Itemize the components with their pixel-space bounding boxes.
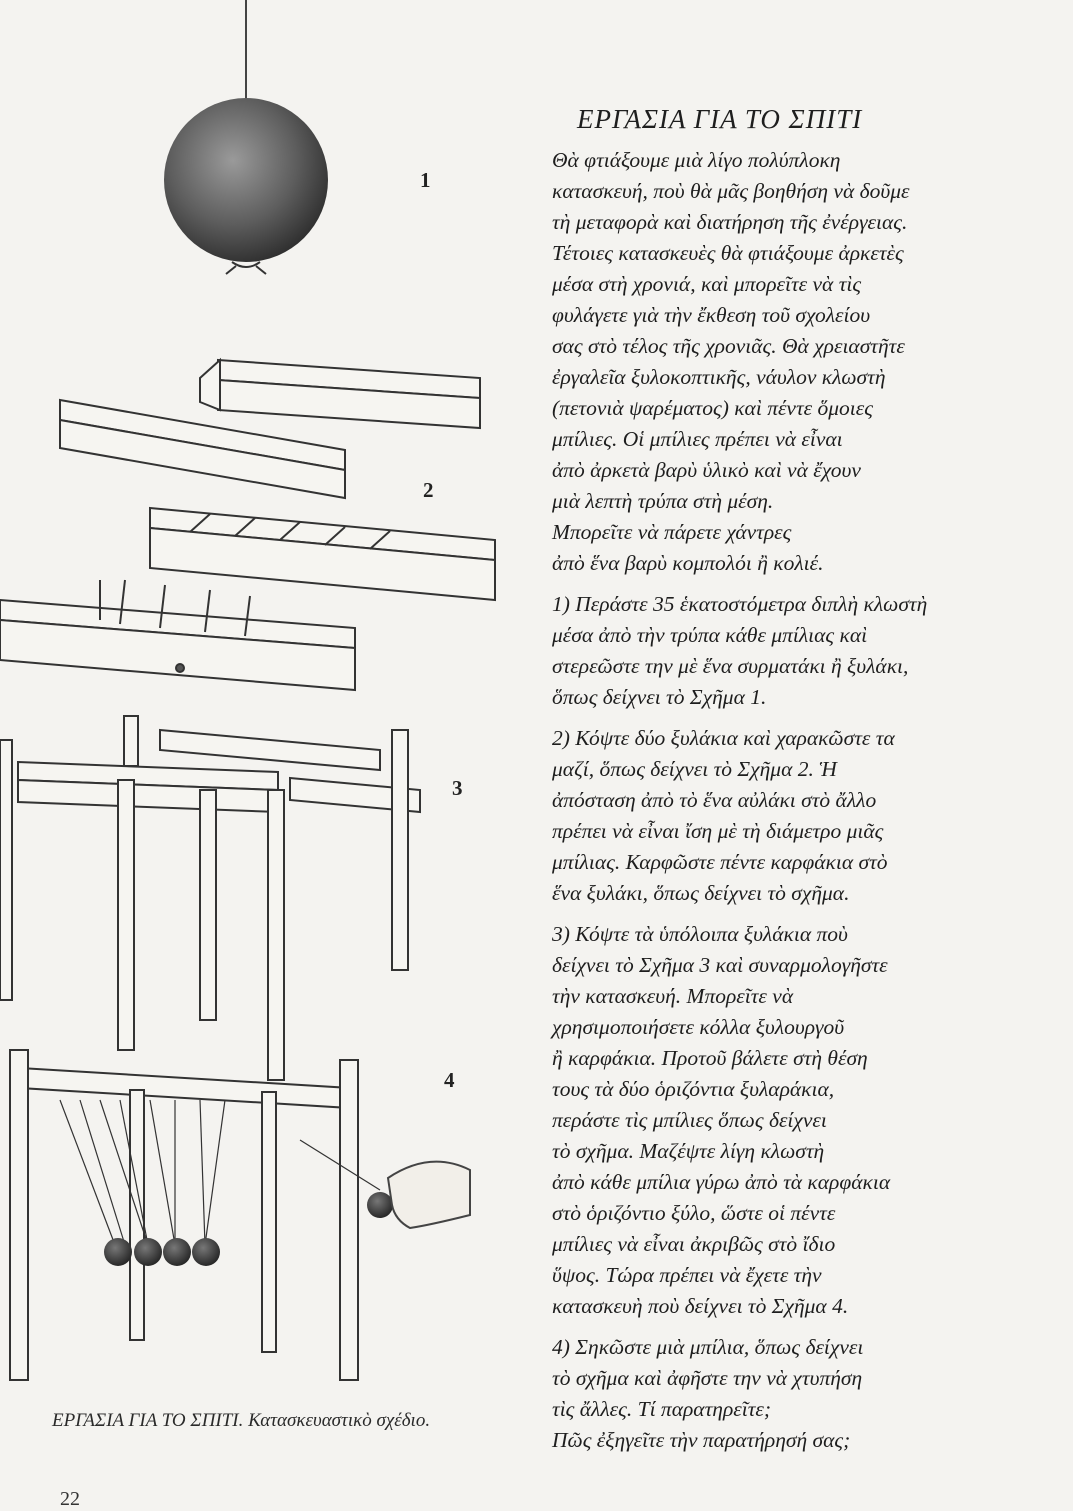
paragraph-2: [552, 589, 1052, 713]
text-line: μαζί, ὅπως δείχνει τὸ Σχῆμα 2. Ἡ: [552, 757, 837, 781]
figure-label-2: 2: [423, 478, 434, 502]
figure-1-ball: [164, 0, 328, 274]
text-line: Πῶς ἐξηγεῖτε τὴν παρατήρησή σας;: [552, 1428, 851, 1452]
text-line: ἐργαλεῖα ξυλοκοπτικῆς, νάυλον κλωστὴ: [552, 365, 886, 389]
text-line: μπίλιες νὰ εἶναι ἀκριβῶς στὸ ἴδιο: [552, 1232, 836, 1256]
paragraph-4: [552, 919, 1052, 1322]
section-title: ΕΡΓΑΣΙΑ ΓΙΑ ΤΟ ΣΠΙΤΙ: [577, 104, 863, 134]
text-line: κατασκευὴ ποὺ δείχνει τὸ Σχῆμα 4.: [552, 1294, 849, 1318]
text-line: 3) Κόψτε τὰ ὑπόλοιπα ξυλάκια ποὺ: [552, 922, 848, 946]
text-line: κατασκευή, ποὺ θὰ μᾶς βοηθήση νὰ δοῦμε: [552, 179, 910, 203]
paragraph-1: [552, 145, 1052, 579]
text-line: μπίλιας. Καρφῶστε πέντε καρφάκια στὸ: [552, 850, 888, 874]
figure-label-1: 1: [420, 168, 431, 192]
text-line: ἀπὸ ἀρκετὰ βαρὺ ὑλικὸ καὶ νὰ ἔχουν: [552, 458, 861, 482]
text-line: Τέτοιες κατασκευὲς θὰ φτιάξουμε ἀρκετὲς: [552, 241, 904, 265]
text-line: περάστε τὶς μπίλιες ὅπως δείχνει: [552, 1108, 827, 1132]
text-line: Μπορεῖτε νὰ πάρετε χάντρες: [552, 520, 792, 544]
text-column: [552, 104, 1052, 1466]
text-line: φυλάγετε γιὰ τὴν ἔκθεση τοῦ σχολείου: [552, 303, 871, 327]
text-line: ἢ καρφάκια. Προτοῦ βάλετε στὴ θέση: [552, 1046, 868, 1070]
text-line: μέσα στὴ χρονιά, καὶ μπορεῖτε νὰ τὶς: [552, 272, 862, 296]
figure-caption: ΕΡΓΑΣΙΑ ΓΙΑ ΤΟ ΣΠΙΤΙ. Κατασκευαστικὸ σχέδιο.: [52, 1410, 431, 1431]
text-line: ἀπόσταση ἀπὸ τὸ ἕνα αὐλάκι στὸ ἄλλο: [552, 788, 877, 812]
text-line: 1) Περάστε 35 ἑκατοστόμετρα διπλὴ κλωστὴ: [552, 592, 928, 616]
construction-illustration: [0, 0, 540, 1390]
text-line: δείχνει τὸ Σχῆμα 3 καὶ συναρμολογῆστε: [552, 953, 888, 977]
text-line: τὴν κατασκευή. Μπορεῖτε νὰ: [552, 984, 794, 1008]
text-line: ἕνα ξυλάκι, ὅπως δείχνει τὸ σχῆμα.: [552, 881, 850, 905]
text-line: ὅπως δείχνει τὸ Σχῆμα 1.: [552, 685, 767, 709]
text-line: (πετονιὰ ψαρέματος) καὶ πέντε ὅμοιες: [552, 396, 873, 420]
text-line: τὶς ἄλλες. Τί παρατηρεῖτε;: [552, 1397, 772, 1421]
text-line: ἀπὸ ἕνα βαρὺ κομπολόι ἢ κολιέ.: [552, 551, 824, 575]
text-line: ὕψος. Τώρα πρέπει νὰ ἔχετε τὴν: [552, 1263, 822, 1287]
paragraph-5: [552, 1332, 1052, 1456]
text-line: τὸ σχῆμα. Μαζέψτε λίγη κλωστὴ: [552, 1139, 825, 1163]
text-line: τὸ σχῆμα καὶ ἀφῆστε την νὰ χτυπήση: [552, 1366, 863, 1390]
text-line: μπίλιες. Οἱ μπίλιες πρέπει νὰ εἶναι: [552, 427, 843, 451]
text-line: 2) Κόψτε δύο ξυλάκια καὶ χαρακῶστε τα: [552, 726, 895, 750]
page-number: 22: [60, 1488, 80, 1510]
figure-label-4: 4: [444, 1068, 455, 1092]
figure-2-bars: [0, 360, 495, 690]
figure-4-cradle: [10, 1050, 470, 1380]
text-line: μέσα ἀπὸ τὴν τρύπα κάθε μπίλιας καὶ: [552, 623, 868, 647]
text-line: στερεῶστε την μὲ ἕνα συρματάκι ἢ ξυλάκι,: [552, 654, 909, 678]
text-line: στὸ ὁριζόντιο ξύλο, ὥστε οἱ πέντε: [552, 1201, 836, 1225]
figure-3-frame: [0, 716, 420, 1080]
figure-label-3: 3: [452, 776, 463, 800]
text-line: πρέπει νὰ εἶναι ἴση μὲ τὴ διάμετρο μιᾶς: [552, 819, 884, 843]
text-line: Θὰ φτιάξουμε μιὰ λίγο πολύπλοκη: [552, 148, 841, 172]
instructions-body: [552, 145, 1052, 1456]
text-line: τὴ μεταφορὰ καὶ διατήρηση τῆς ἐνέργειας.: [552, 210, 908, 234]
text-line: σας στὸ τέλος τῆς χρονιᾶς. Θὰ χρειαστῆτε: [552, 334, 905, 358]
text-line: μιὰ λεπτὴ τρύπα στὴ μέση.: [552, 489, 774, 513]
text-line: χρησιμοποιήσετε κόλλα ξυλουργοῦ: [552, 1015, 845, 1039]
paragraph-3: [552, 723, 1052, 909]
text-line: τους τὰ δύο ὁριζόντια ξυλαράκια,: [552, 1077, 835, 1101]
text-line: 4) Σηκῶστε μιὰ μπίλια, ὅπως δείχνει: [552, 1335, 864, 1359]
text-line: ἀπὸ κάθε μπίλια γύρω ἀπὸ τὰ καρφάκια: [552, 1170, 891, 1194]
